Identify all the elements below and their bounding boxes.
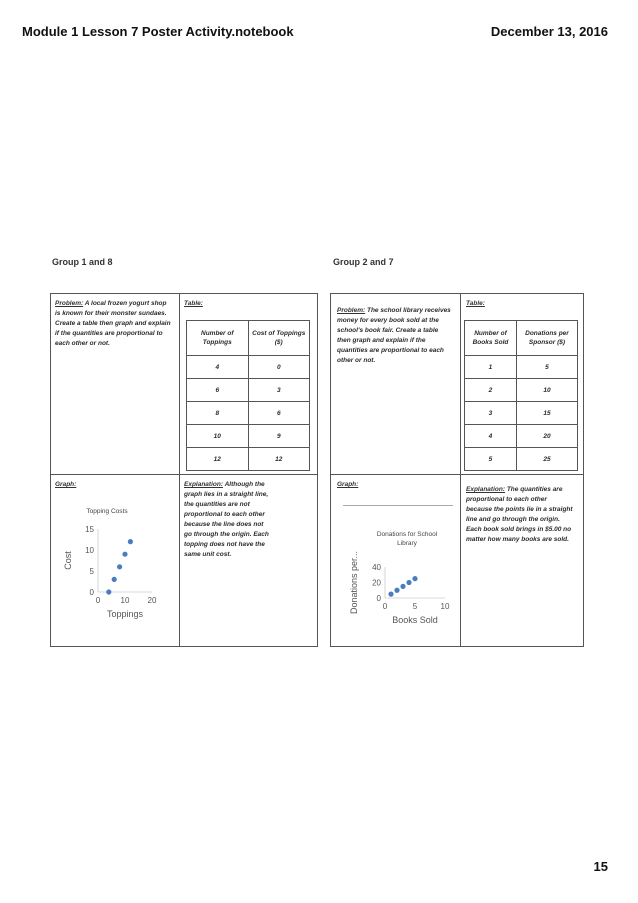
x-tick-label: 0 — [382, 602, 388, 611]
table-cell: 6 — [248, 402, 310, 425]
graph-label: Graph: — [55, 481, 77, 488]
notebook-title: Module 1 Lesson 7 Poster Activity.notebook — [22, 24, 294, 39]
x-tick-label: 0 — [95, 596, 101, 605]
table-header: Number of Toppings — [187, 321, 249, 356]
table-cell: 12 — [248, 448, 310, 471]
poster-right — [330, 293, 584, 647]
y-tick-label: 5 — [89, 567, 94, 576]
table-cell: 10 — [516, 379, 577, 402]
group-left-title: Group 1 and 8 — [52, 257, 113, 267]
table-cell: 6 — [187, 379, 249, 402]
table-header: Cost of Toppings ($) — [248, 321, 310, 356]
table-cell: 3 — [248, 379, 310, 402]
donations-chart — [337, 520, 457, 630]
explanation-right — [466, 485, 574, 545]
y-tick-label: 15 — [85, 525, 94, 534]
data-point — [128, 539, 133, 544]
chart-border — [343, 505, 453, 506]
explanation-label: Explanation: — [466, 486, 506, 493]
notebook-date: December 13, 2016 — [490, 24, 608, 39]
table-cell: 5 — [516, 356, 577, 379]
table-cell: 1 — [465, 356, 517, 379]
data-point — [106, 589, 111, 594]
graph-label: Graph: — [337, 481, 359, 488]
table-cell: 4 — [465, 425, 517, 448]
chart-title: Topping Costs — [86, 508, 128, 515]
data-point — [412, 576, 417, 581]
page-number: 15 — [593, 859, 608, 874]
toppings-table — [186, 320, 310, 471]
data-point — [117, 564, 122, 569]
table-cell: 0 — [248, 356, 310, 379]
table-label: Table: — [184, 300, 203, 307]
table-header: Number of Books Sold — [465, 321, 517, 356]
problem-label: Problem: — [55, 300, 84, 307]
problem-text: A local frozen yogurt shop is known for their monster sundaes. Create a table then graph and explain if the quantities are proportional to each other or not. — [55, 300, 171, 347]
data-point — [112, 577, 117, 582]
y-axis-label: Donations per... — [349, 550, 359, 615]
table-cell: 15 — [516, 402, 577, 425]
table-cell: 3 — [465, 402, 517, 425]
y-tick-label: 10 — [85, 546, 94, 555]
problem-text: The school library receives money for every book sold at the school's book fair. Create a table then graph and explain if the quantities are proportional to each other or not. — [337, 307, 451, 364]
table-cell: 10 — [187, 425, 249, 448]
x-axis-label: Toppings — [106, 609, 144, 619]
problem-label: Problem: — [337, 307, 366, 314]
explanation-left — [184, 480, 270, 560]
y-tick-label: 0 — [376, 594, 381, 603]
x-tick-label: 10 — [120, 596, 130, 605]
table-cell: 8 — [187, 402, 249, 425]
explanation-text: Although the graph lies in a straight line, the quantities are not proportional to each other because the line does not go through the origin. Each topping does not have the same unit cost. — [184, 481, 269, 558]
y-tick-label: 20 — [372, 578, 381, 588]
y-tick-label: 0 — [89, 588, 94, 597]
y-axis-label: Cost — [63, 551, 73, 570]
problem-left — [55, 299, 173, 349]
table-cell: 20 — [516, 425, 577, 448]
problem-right — [337, 306, 453, 366]
table-header: Donations per Sponsor ($) — [516, 321, 577, 356]
x-tick-label: 5 — [412, 602, 418, 611]
table-cell: 2 — [465, 379, 517, 402]
table-cell: 9 — [248, 425, 310, 448]
donations-table — [464, 320, 578, 471]
data-point — [406, 580, 411, 585]
explanation-label: Explanation: — [184, 481, 224, 488]
table-cell: 5 — [465, 448, 517, 471]
poster-left — [50, 293, 318, 647]
table-cell: 12 — [187, 448, 249, 471]
x-axis-label: Books Sold — [392, 615, 438, 625]
x-tick-label: 10 — [440, 602, 450, 611]
group-right-title: Group 2 and 7 — [333, 257, 394, 267]
data-point — [394, 588, 399, 593]
chart-title: Donations for School — [376, 531, 438, 538]
data-point — [388, 592, 393, 597]
y-tick-label: 40 — [372, 563, 381, 572]
chart-title: Library — [397, 540, 417, 547]
data-point — [122, 552, 127, 557]
topping-costs-chart — [59, 504, 175, 634]
table-cell: 25 — [516, 448, 577, 471]
table-cell: 4 — [187, 356, 249, 379]
explanation-text: The quantities are proportional to each other because the points lie in a straight line and go through the origin. Each book sold brings in $5.00 no matter how many books are sold. — [466, 486, 573, 543]
table-label: Table: — [466, 300, 485, 307]
x-tick-label: 20 — [147, 596, 157, 605]
data-point — [400, 584, 405, 589]
